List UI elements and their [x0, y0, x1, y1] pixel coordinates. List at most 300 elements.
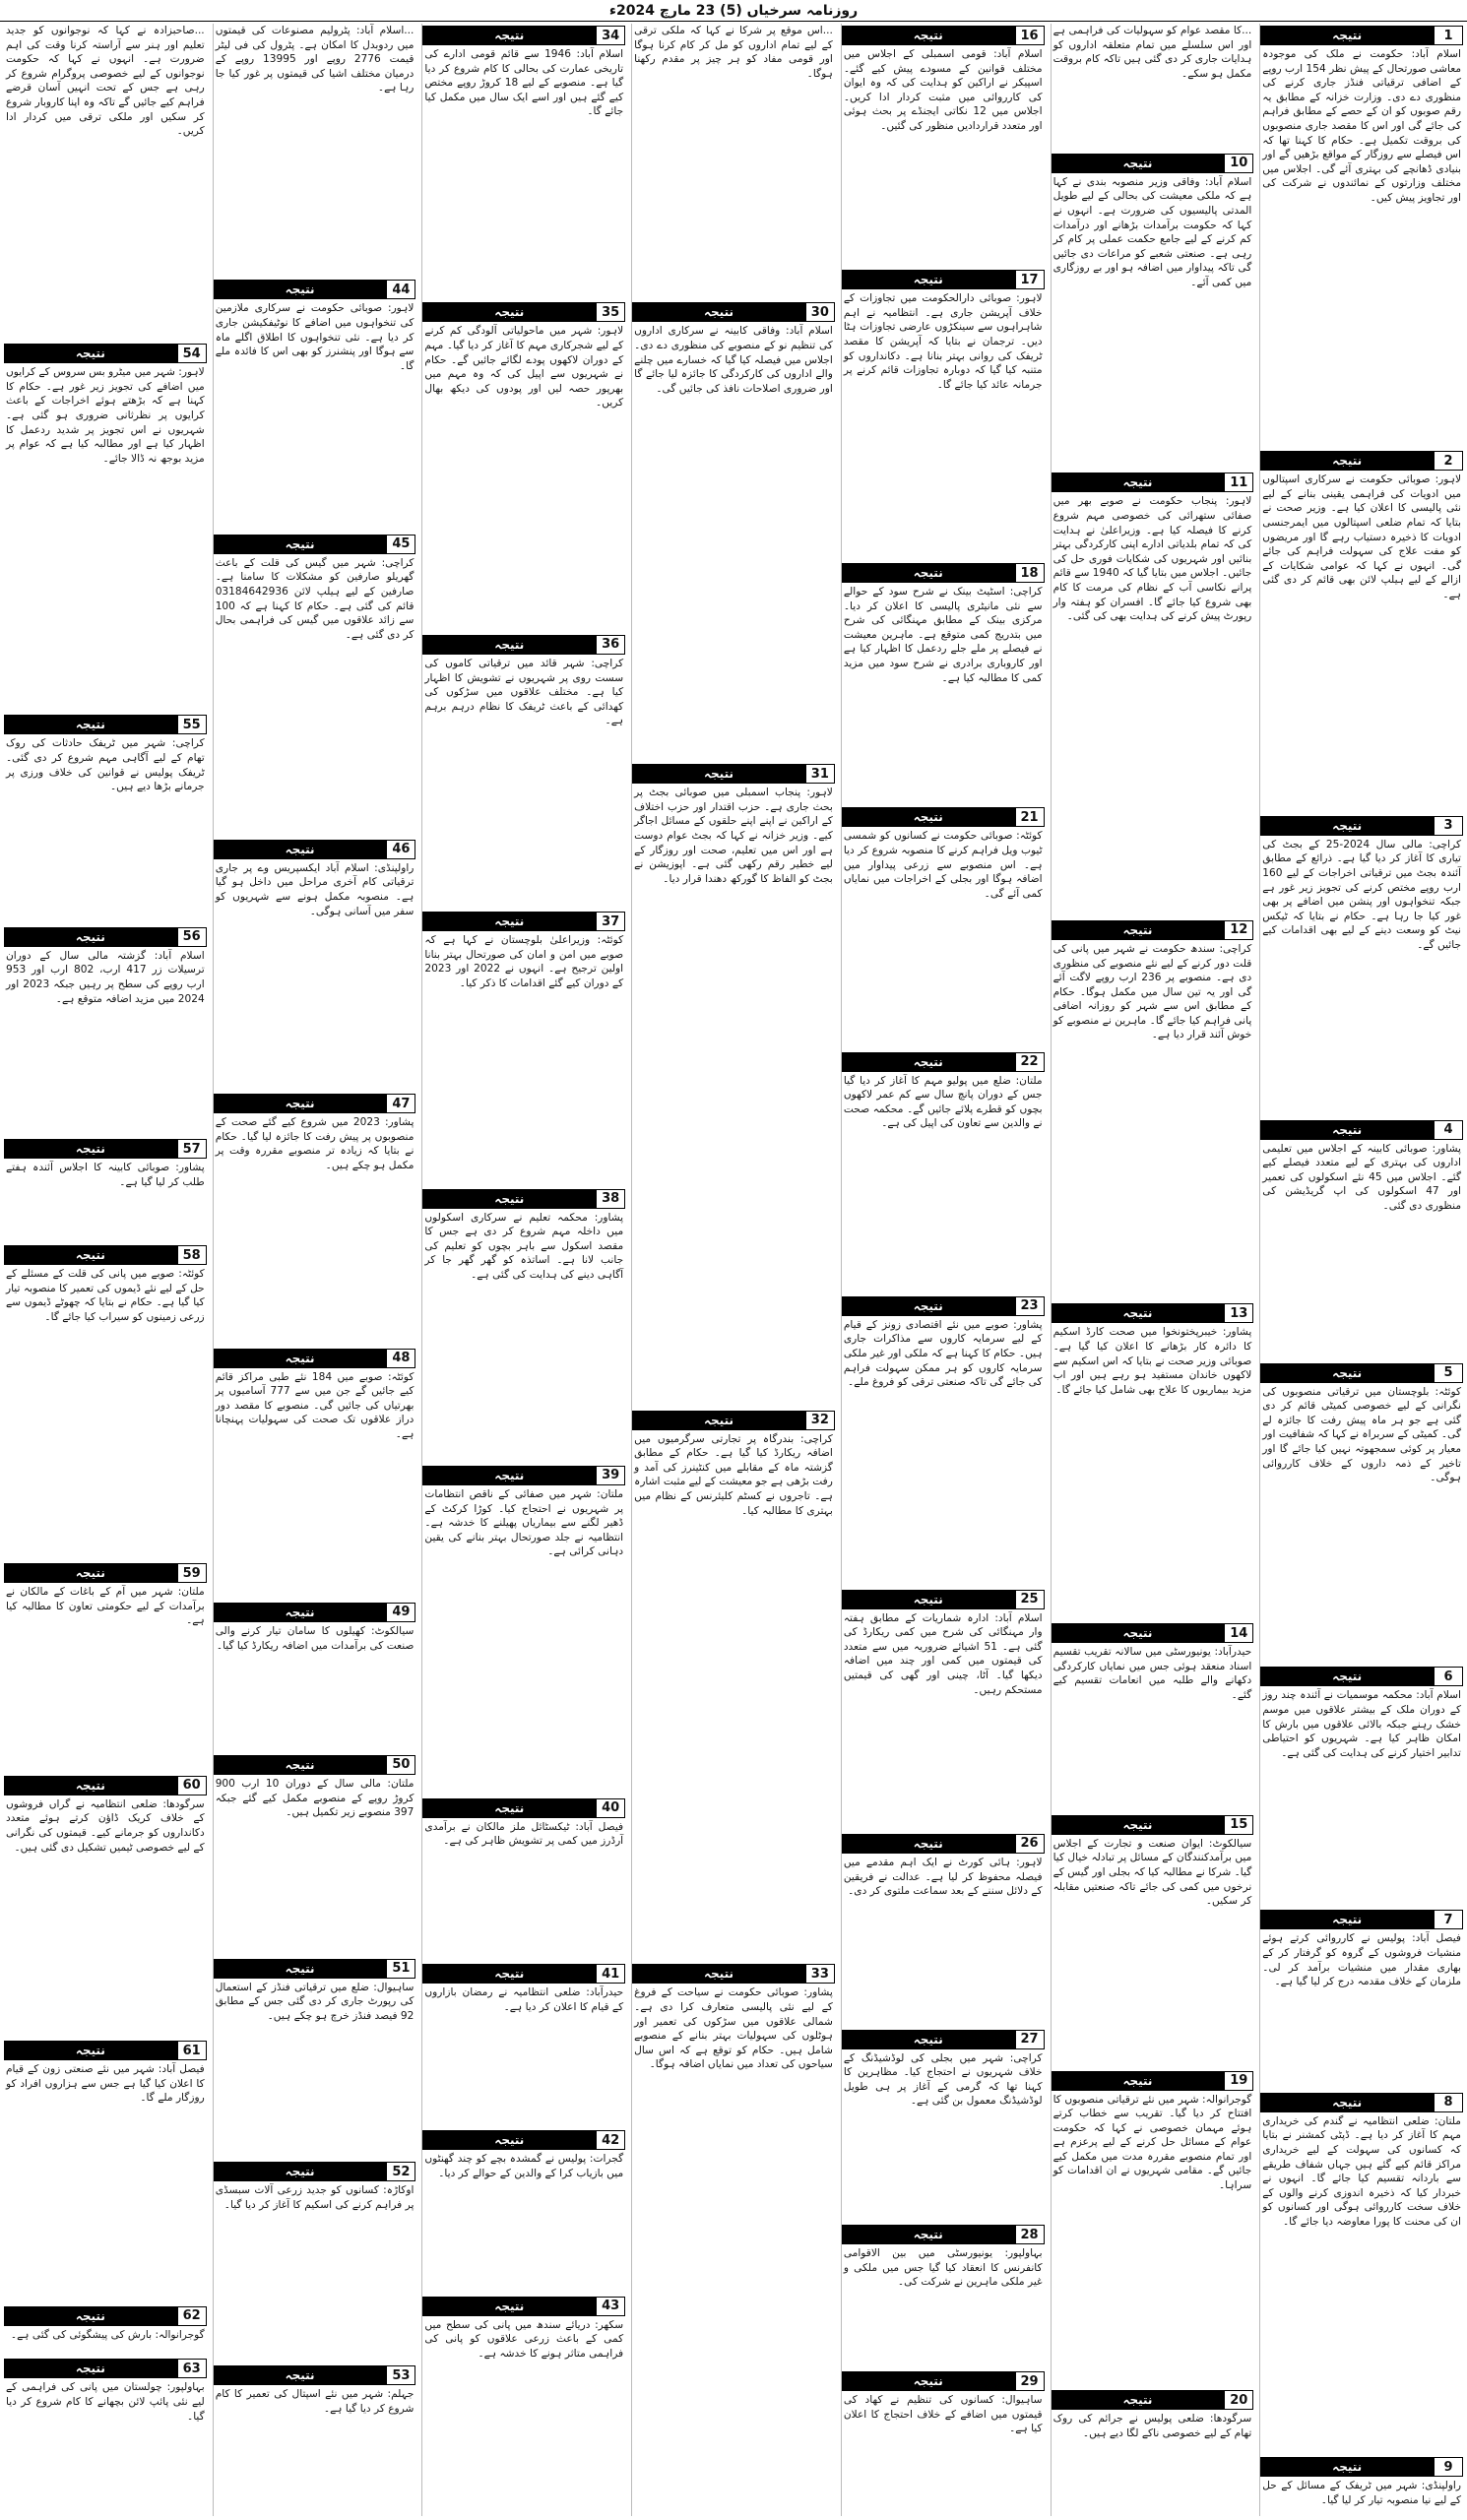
news-item-label-bar: نتیجہ [842, 563, 1015, 583]
news-item-header [422, 1466, 625, 1485]
news-item-header [214, 1094, 416, 1113]
news-item-body: کراچی: شہر میں گیس کی قلت کے باعث گھریلو صارفین کو مشکلات کا سامنا ہے۔ صارفین کے لیے ہیلپ لائن 03184642936 قائم کی گئی ہے۔ حکام کا کہنا ہے کہ 100 سے زائد علاقوں میں گیس کی فراہمی بحال کر دی گئی ہے۔ [215, 556, 415, 641]
news-item-header [842, 26, 1045, 45]
news-item-body: کراچی: شہر میں بجلی کی لوڈشیڈنگ کے خلاف شہریوں نے احتجاج کیا۔ مظاہرین کا کہنا تھا کہ گرمی کے آغاز پر ہی طویل لوڈشیڈنگ معمول بن گئی ہے۔ [843, 2051, 1043, 2108]
news-item-body: گوجرانوالہ: شہر میں نئے ترقیاتی منصوبوں کا افتتاح کر دیا گیا۔ تقریب سے خطاب کرتے ہوئے مہمان خصوصی نے کہا کہ حکومت عوام کے مسائل حل کرنے کے لیے پرعزم ہے اور تمام منصوبے مقررہ مدت میں مکمل کیے جائیں گے۔ مقامی شہریوں نے ان اقدامات کو سراہا۔ [1052, 2093, 1252, 2192]
news-item-header [1052, 920, 1254, 940]
news-item-number: 41 [596, 1964, 625, 1984]
news-item-label-bar: نتیجہ [1052, 472, 1225, 492]
news-item-number: 16 [1015, 26, 1045, 45]
news-item-header [4, 927, 207, 947]
news-item [632, 762, 835, 1408]
news-item-label-bar: نتیجہ [422, 1798, 596, 1818]
news-item-body: لاہور: صوبائی حکومت نے سرکاری اسپتالوں میں ادویات کی فراہمی یقینی بنانے کے لیے نئی پالیسی کا اعلان کیا ہے۔ وزیر صحت نے بتایا کہ تمام ضلعی اسپتالوں میں ایمرجنسی ادویات کا ذخیرہ دستیاب رہے گا اور مریضوں کو مفت علاج کی سہولت فراہم کی جائے گی۔ انہوں نے کہا کہ عوامی شکایات کے ازالے کے لیے ہیلپ لائن بھی قائم کر دی گئی ہے۔ [1262, 473, 1461, 601]
news-item-label-bar: نتیجہ [1260, 26, 1434, 45]
news-item [842, 1588, 1045, 1832]
news-item-body: کوئٹہ: صوبائی حکومت نے کسانوں کو شمسی ٹیوب ویل فراہم کرنے کا منصوبہ شروع کر دیا ہے۔ اس منصوبے سے زرعی پیداوار میں اضافہ ہوگا اور بجلی کے اخراجات میں نمایاں کمی آئے گی۔ [843, 830, 1043, 900]
news-item-body: راولپنڈی: اسلام آباد ایکسپریس وے پر جاری ترقیاتی کام آخری مراحل میں داخل ہو گیا ہے۔ منصوبہ مکمل ہونے سے شہریوں کو سفر میں آسانی ہوگی۔ [215, 861, 415, 917]
news-item-header [4, 715, 207, 734]
news-item [214, 1753, 416, 1957]
news-item-header [842, 807, 1045, 827]
news-item-body: فیصل آباد: شہر میں نئے صنعتی زون کے قیام کا اعلان کیا گیا ہے جس سے ہزاروں افراد کو روزگار ملے گا۔ [5, 2063, 205, 2105]
news-item-header [632, 1411, 835, 1430]
news-item-header [1052, 1303, 1254, 1323]
news-item-body: اسلام آباد: وفاقی وزیر منصوبہ بندی نے کہا ہے کہ ملکی معیشت کی بحالی کے لیے طویل المدتی پالیسیوں کی ضرورت ہے۔ انہوں نے کہا کہ حکومت برآمدات بڑھانے اور درآمدات کم کرنے کے لیے جامع حکمت عملی پر کام کر رہی ہے۔ صنعتی شعبے کو مراعات دی جائیں گی تاکہ پیداوار میں اضافہ ہو اور بے روزگاری میں کمی آئے۔ [1052, 175, 1252, 288]
news-item [1260, 449, 1463, 814]
news-item [632, 24, 835, 300]
news-item-number: 11 [1224, 472, 1253, 492]
news-item-number: 42 [596, 2130, 625, 2150]
news-item-number: 57 [177, 1139, 207, 1159]
news-item-number: 61 [177, 2041, 207, 2060]
news-item-header [842, 2225, 1045, 2244]
news-item-number: 40 [596, 1798, 625, 1818]
news-item [4, 24, 207, 342]
news-item-number: 8 [1434, 2093, 1463, 2112]
news-item [4, 2039, 207, 2303]
news-item-label-bar: نتیجہ [1260, 1910, 1434, 1929]
news-item-body: ...اس موقع پر شرکا نے کہا کہ ملکی ترقی کے لیے تمام اداروں کو مل کر کام کرنا ہوگا اور قومی مفاد کو ہر چیز پر مقدم رکھنا ہوگا۔ [634, 25, 833, 80]
news-item-header [214, 2162, 416, 2181]
news-item-body: کراچی: سندھ حکومت نے شہر میں پانی کی قلت دور کرنے کے لیے نئے منصوبے کی منظوری دی ہے۔ منصوبے پر 236 ارب روپے لاگت آئے گی اور یہ تین سال میں مکمل ہوگا۔ حکام کے مطابق اس سے شہر کو روزانہ اضافی پانی فراہم کیا جائے گا۔ ماہرین نے منصوبے کو خوش آئند قرار دیا ہے۔ [1052, 942, 1252, 1041]
news-item-number: 2 [1434, 451, 1463, 471]
news-item [422, 1464, 625, 1796]
news-item-body: ملتان: ضلعی انتظامیہ نے گندم کی خریداری مہم کا آغاز کر دیا ہے۔ ڈپٹی کمشنر نے بتایا کہ کسانوں کی سہولت کے لیے خریداری مراکز قائم کیے گئے ہیں جہاں شفاف طریقے سے باردانہ تقسیم کیا جائے گا۔ انہوں نے خبردار کیا کہ ذخیرہ اندوزی کرنے والوں کے خلاف سخت کارروائی ہوگی اور کسانوں کو ان کی محنت کا پورا معاوضہ دیا جائے گا۔ [1262, 2114, 1461, 2228]
news-item-header [1260, 2457, 1463, 2477]
news-item [422, 300, 625, 633]
news-item-label-bar: نتیجہ [4, 1245, 177, 1265]
news-item-label-bar: نتیجہ [4, 927, 177, 947]
news-item-header [214, 280, 416, 299]
news-item-label-bar: نتیجہ [1052, 920, 1225, 940]
news-item-label-bar: نتیجہ [4, 2041, 177, 2060]
news-item-header [422, 2130, 625, 2150]
news-item-header [1052, 1815, 1254, 1835]
news-item [842, 2028, 1045, 2224]
news-item-label-bar: نتیجہ [1260, 2457, 1434, 2477]
news-item-label-bar: نتیجہ [842, 26, 1015, 45]
news-item-body: کراچی: شہر میں ٹریفک حادثات کی روک تھام کے لیے آگاہی مہم شروع کر دی گئی۔ ٹریفک پولیس نے قوانین کی خلاف ورزی پر جرمانے بڑھا دیے ہیں۔ [5, 737, 205, 793]
news-item-body: کراچی: اسٹیٹ بینک نے شرح سود کے حوالے سے نئی مانیٹری پالیسی کا اعلان کر دیا۔ مرکزی بینک کے مطابق مہنگائی کی شرح میں بتدریج کمی متوقع ہے۔ ماہرین معیشت نے فیصلے پر ملے جلے ردعمل کا اظہار کیا ہے اور کاروباری برادری نے شرح سود میں مزید کمی کا مطالبہ کیا ہے۔ [843, 586, 1043, 684]
news-item-label-bar: نتیجہ [214, 2162, 387, 2181]
news-item [842, 2223, 1045, 2369]
news-item-body: کوئٹہ: صوبے میں پانی کی قلت کے مسئلے کے حل کے لیے نئے ڈیموں کی تعمیر کا منصوبہ تیار کیا گیا ہے۔ حکام نے بتایا کہ چھوٹے ڈیموں سے زرعی زمینوں کو سیراب کیا جائے گا۔ [5, 1268, 205, 1323]
news-item-label-bar: نتیجہ [422, 26, 596, 45]
news-item-header [214, 1349, 416, 1368]
news-item-number: 44 [386, 280, 415, 299]
news-item [842, 805, 1045, 1049]
news-item-label-bar: نتیجہ [842, 1052, 1015, 1072]
news-item [214, 1347, 416, 1601]
news-item-number: 9 [1434, 2457, 1463, 2477]
news-item [214, 2160, 416, 2363]
news-item-body: اسلام آباد: ادارہ شماریات کے مطابق ہفتہ وار مہنگائی کی شرح میں کمی ریکارڈ کی گئی ہے۔ 51 اشیائے ضروریہ میں سے متعدد کی قیمتوں میں کمی اور چند میں اضافہ دیکھا گیا۔ آٹا، چینی اور گھی کی قیمتیں مستحکم رہیں۔ [843, 1611, 1043, 1696]
masthead-text: روزنامہ سرخیاں (5) 23 مارچ 2024ء [608, 2, 859, 19]
news-item-label-bar: نتیجہ [4, 715, 177, 734]
news-item-number: 50 [386, 1755, 415, 1775]
news-item-label-bar: نتیجہ [1260, 451, 1434, 471]
news-item [422, 2295, 625, 2516]
news-item-label-bar: نتیجہ [4, 2359, 177, 2378]
news-item-header [422, 26, 625, 45]
news-item-number: 23 [1015, 1296, 1045, 1316]
news-item-number: 15 [1224, 1815, 1253, 1835]
news-item [4, 1561, 207, 1773]
news-item-number: 13 [1224, 1303, 1253, 1323]
news-item-header [842, 2030, 1045, 2049]
news-item-body: کوئٹہ: وزیراعلیٰ بلوچستان نے کہا ہے کہ صوبے میں امن و امان کی صورتحال بہتر بنانا اولین ترجیح ہے۔ انہوں نے 2022 اور 2023 کے دوران کیے گئے اقدامات کا ذکر کیا۔ [424, 934, 624, 990]
news-item-body: سکھر: دریائے سندھ میں پانی کی سطح میں کمی کے باعث زرعی علاقوں کو پانی کی فراہمی متاثر ہونے کا خدشہ ہے۔ [424, 2318, 624, 2361]
news-item-label-bar: نتیجہ [422, 635, 596, 655]
news-item-number: 39 [596, 1466, 625, 1485]
news-item [842, 1832, 1045, 2028]
news-item [214, 1601, 416, 1753]
news-item-label-bar: نتیجہ [1052, 2390, 1225, 2410]
news-item-label-bar: نتیجہ [4, 2306, 177, 2326]
news-item-body: بہاولپور: یونیورسٹی میں بین الاقوامی کانفرنس کا انعقاد کیا گیا جس میں ملکی و غیر ملکی ماہرین نے شرکت کی۔ [843, 2247, 1043, 2289]
news-item [1260, 1361, 1463, 1666]
news-item-header [422, 1798, 625, 1818]
news-item-label-bar: نتیجہ [4, 1139, 177, 1159]
news-item-number: 59 [177, 1563, 207, 1583]
newspaper-masthead [0, 0, 1467, 22]
news-item [422, 1962, 625, 2128]
news-item-body: اسلام آباد: قومی اسمبلی کے اجلاس میں مختلف قوانین کے مسودے پیش کیے گئے۔ اسپیکر نے اراکین کو ہدایت کی کہ وہ ایوان کی کارروائی میں مثبت کردار ادا کریں۔ اجلاس میں 12 نکاتی ایجنڈے پر بحث ہوئی اور متعدد قراردادیں منظور کی گئیں۔ [843, 48, 1043, 132]
news-item [1260, 1118, 1463, 1361]
news-item-label-bar: نتیجہ [214, 1603, 387, 1622]
news-item [422, 24, 625, 300]
news-item-label-bar: نتیجہ [842, 2225, 1015, 2244]
news-item-label-bar: نتیجہ [4, 1563, 177, 1583]
news-item [422, 633, 625, 910]
news-item-number: 3 [1434, 816, 1463, 836]
news-item-header [1052, 154, 1254, 173]
news-item-body: کراچی: بندرگاہ پر تجارتی سرگرمیوں میں اضافہ ریکارڈ کیا گیا ہے۔ حکام کے مطابق گزشتہ ماہ کے مقابلے میں کنٹینرز کی آمد و رفت بڑھی ہے جو معیشت کے لیے مثبت اشارہ ہے۔ تاجروں نے کسٹم کلیئرنس کے نظام میں بہتری کا مطالبہ کیا۔ [634, 1432, 833, 1517]
news-item-body: کراچی: مالی سال 2024-25 کے بجٹ کی تیاری کا آغاز کر دیا گیا ہے۔ ذرائع کے مطابق آئندہ بجٹ میں ترقیاتی اخراجات کے لیے 160 ارب روپے مختص کرنے کی تجویز زیر غور ہے جبکہ تنخواہوں اور پنشن میں اضافے پر بھی غور کیا جا رہا ہے۔ حکام نے بتایا کہ ٹیکس نیٹ کو وسعت دینے کے لیے بھی اقدامات کیے جائیں گے۔ [1262, 838, 1461, 951]
news-item-header [842, 1590, 1045, 1609]
news-item-number: 12 [1224, 920, 1253, 940]
news-item-label-bar: نتیجہ [422, 2297, 596, 2316]
news-item-body: ملتان: شہر میں صفائی کے ناقص انتظامات پر شہریوں نے احتجاج کیا۔ کوڑا کرکٹ کے ڈھیر لگنے سے بیماریاں پھیلنے کا خدشہ ہے۔ انتظامیہ نے جلد صورتحال بہتر بنانے کی یقین دہانی کرائی ہے۔ [424, 1487, 624, 1558]
news-item [842, 1050, 1045, 1294]
news-item-label-bar: نتیجہ [632, 302, 805, 322]
news-item-header [422, 2297, 625, 2316]
news-item-number: 34 [596, 26, 625, 45]
news-column [213, 24, 416, 2516]
news-item-header [4, 1563, 207, 1583]
news-item-header [1052, 2390, 1254, 2410]
news-item-label-bar: نتیجہ [214, 1349, 387, 1368]
news-item-number: 38 [596, 1189, 625, 1209]
news-item-number: 6 [1434, 1667, 1463, 1686]
news-item-body: پشاور: 2023 میں شروع کیے گئے صحت کے منصوبوں پر پیش رفت کا جائزہ لیا گیا۔ حکام نے بتایا کہ زیادہ تر منصوبے مقررہ وقت پر مکمل ہو چکے ہیں۔ [215, 1116, 415, 1171]
news-item-body: لاہور: شہر میں میٹرو بس سروس کے کرایوں میں اضافے کی تجویز زیر غور ہے۔ حکام کا کہنا ہے کہ بڑھتے ہوئے اخراجات کے باعث کرایوں پر نظرثانی ضروری ہو گئی ہے۔ شہریوں نے اس تجویز پر شدید ردعمل کا اظہار کیا ہے اور مطالبہ کیا ہے کہ عوام پر مزید بوجھ نہ ڈالا جائے۔ [5, 366, 205, 465]
news-item-number: 32 [805, 1411, 835, 1430]
news-item-header [4, 1139, 207, 1159]
news-item [4, 925, 207, 1137]
news-item-label-bar: نتیجہ [422, 2130, 596, 2150]
news-column [1051, 24, 1254, 2516]
news-item [1052, 1621, 1254, 1813]
news-item [842, 561, 1045, 805]
news-item-label-bar: نتیجہ [1260, 1667, 1434, 1686]
news-item [1052, 1813, 1254, 2069]
news-item-number: 33 [805, 1964, 835, 1984]
news-item-number: 7 [1434, 1910, 1463, 1929]
news-item-body: حیدرآباد: ضلعی انتظامیہ نے رمضان بازاروں کے قیام کا اعلان کر دیا ہے۔ [424, 1986, 624, 2013]
news-item [842, 24, 1045, 268]
news-item [1052, 152, 1254, 472]
news-item-number: 52 [386, 2162, 415, 2181]
news-item-header [1260, 2093, 1463, 2112]
news-item [842, 2369, 1045, 2516]
news-item-body: پشاور: صوبائی حکومت نے سیاحت کے فروغ کے لیے نئی پالیسی متعارف کرا دی ہے۔ شمالی علاقوں میں سڑکوں کی تعمیر اور ہوٹلوں کی سہولیات بہتر بنانے کے منصوبے شامل ہیں۔ حکام کو توقع ہے کہ اس سال سیاحوں کی تعداد میں نمایاں اضافہ ہوگا۔ [634, 1986, 833, 2071]
news-item-label-bar: نتیجہ [842, 1834, 1015, 1854]
news-item-header [842, 563, 1045, 583]
news-item-number: 19 [1224, 2071, 1253, 2091]
news-item-body: گجرات: پولیس نے گمشدہ بچے کو چند گھنٹوں میں بازیاب کرا کے والدین کے حوالے کر دیا۔ [424, 2153, 624, 2179]
news-item [632, 1409, 835, 1963]
news-item-body: لاہور: ہائی کورٹ نے ایک اہم مقدمے میں فیصلہ محفوظ کر لیا ہے۔ عدالت نے فریقین کے دلائل سننے کے بعد سماعت ملتوی کر دی۔ [843, 1856, 1043, 1898]
news-item-number: 28 [1015, 2225, 1045, 2244]
news-item-body: ملتان: شہر میں آم کے باغات کے مالکان نے برآمدات کے لیے حکومتی تعاون کا مطالبہ کیا ہے۔ [5, 1586, 205, 1627]
news-item [214, 24, 416, 278]
news-item-body: ملتان: مالی سال کے دوران 10 ارب 900 کروڑ روپے کے منصوبے مکمل کیے گئے جبکہ 397 منصوبے زیر تکمیل ہیں۔ [215, 1777, 415, 1819]
news-item-number: 35 [596, 302, 625, 322]
news-item-body: ...کا مقصد عوام کو سہولیات کی فراہمی ہے اور اس سلسلے میں تمام متعلقہ اداروں کو ہدایات جاری کر دی گئی ہیں تاکہ کام بروقت مکمل ہو سکے۔ [1052, 25, 1252, 80]
news-item-number: 14 [1224, 1623, 1253, 1643]
news-item-body: بہاولپور: چولستان میں پانی کی فراہمی کے لیے نئی پائپ لائن بچھانے کا کام شروع کر دیا گیا۔ [5, 2381, 205, 2423]
news-item-header [214, 535, 416, 554]
news-item [4, 2357, 207, 2516]
news-item-number: 62 [177, 2306, 207, 2326]
news-item-header [4, 344, 207, 363]
news-item-number: 31 [805, 764, 835, 784]
news-item-label-bar: نتیجہ [214, 1094, 387, 1113]
news-item-label-bar: نتیجہ [214, 1959, 387, 1979]
news-item-number: 29 [1015, 2371, 1045, 2391]
news-item-number: 51 [386, 1959, 415, 1979]
news-item-label-bar: نتیجہ [632, 1411, 805, 1430]
news-item-number: 54 [177, 344, 207, 363]
news-item-body: ...صاحبزادہ نے کہا کہ نوجوانوں کو جدید تعلیم اور ہنر سے آراستہ کرنا وقت کی اہم ضرورت ہے۔ انہوں نے کہا کہ حکومت نوجوانوں کے لیے خصوصی پروگرام شروع کر رہی ہے جس کے تحت انہیں آسان قرضے فراہم کیے جائیں گے تاکہ وہ اپنا کاروبار شروع کر سکیں اور ملکی ترقی میں کردار ادا کریں۔ [5, 25, 205, 138]
news-item [1052, 471, 1254, 917]
news-item-number: 63 [177, 2359, 207, 2378]
news-item [422, 2128, 625, 2295]
news-item-header [422, 302, 625, 322]
news-item-header [4, 1776, 207, 1796]
news-item-label-bar: نتیجہ [1260, 2093, 1434, 2112]
news-item-header [1052, 1623, 1254, 1643]
news-item-body: پشاور: صوبائی کابینہ کا اجلاس آئندہ ہفتے طلب کر لیا گیا ہے۔ [5, 1162, 205, 1188]
news-item-header [632, 764, 835, 784]
news-item [1052, 2069, 1254, 2389]
news-item-body: اوکاڑہ: کسانوں کو جدید زرعی آلات سبسڈی پر فراہم کرنے کی اسکیم کا آغاز کر دیا گیا۔ [215, 2184, 415, 2211]
news-item-number: 21 [1015, 807, 1045, 827]
news-item [422, 1796, 625, 1963]
news-item-body: ساہیوال: ضلع میں ترقیاتی فنڈز کے استعمال کی رپورٹ جاری کر دی گئی جس کے مطابق 92 فیصد فنڈز خرچ ہو چکے ہیں۔ [215, 1981, 415, 2022]
news-item-label-bar: نتیجہ [1052, 2071, 1225, 2091]
news-item-label-bar: نتیجہ [214, 1755, 387, 1775]
news-item-header [214, 1959, 416, 1979]
news-item [1260, 1908, 1463, 2090]
news-item [214, 838, 416, 1092]
news-item [632, 300, 835, 762]
news-item-header [1052, 2071, 1254, 2091]
news-item-number: 20 [1224, 2390, 1253, 2410]
news-item-number: 27 [1015, 2030, 1045, 2049]
news-item-number: 47 [386, 1094, 415, 1113]
news-item [4, 1243, 207, 1561]
news-item-number: 1 [1434, 26, 1463, 45]
news-item-label-bar: نتیجہ [1260, 816, 1434, 836]
news-item-header [214, 1603, 416, 1622]
news-item-body: سیالکوٹ: کھیلوں کا سامان تیار کرنے والی صنعت کی برآمدات میں اضافہ ریکارڈ کیا گیا۔ [215, 1624, 415, 1652]
news-column [631, 24, 835, 2516]
news-item [1052, 2388, 1254, 2516]
news-item-number: 60 [177, 1776, 207, 1796]
news-item-header [1260, 451, 1463, 471]
news-item [214, 1957, 416, 2161]
news-item-body: لاہور: صوبائی حکومت نے سرکاری ملازمین کی تنخواہوں میں اضافے کا نوٹیفکیشن جاری کر دیا ہے۔ نئی تنخواہوں کا اطلاق اگلے ماہ سے ہوگا اور پنشنرز کو بھی اس کا فائدہ ملے گا۔ [215, 302, 415, 372]
news-item-label-bar: نتیجہ [632, 1964, 805, 1984]
news-item-number: 18 [1015, 563, 1045, 583]
news-item [1260, 1665, 1463, 1908]
news-item-body: سیالکوٹ: ایوان صنعت و تجارت کے اجلاس میں برآمدکنندگان کے مسائل پر تبادلہ خیال کیا گیا۔ شرکا نے مطالبہ کیا کہ بجلی اور گیس کے نرخوں میں کمی کی جائے تاکہ صنعتیں مقابلہ کر سکیں۔ [1052, 1837, 1252, 1908]
news-item-header [422, 635, 625, 655]
news-item-header [422, 1189, 625, 1209]
news-item-body: سرگودھا: ضلعی پولیس نے جرائم کی روک تھام کے لیے خصوصی ناکے لگا دیے ہیں۔ [1052, 2413, 1252, 2439]
news-item-label-bar: نتیجہ [422, 1964, 596, 1984]
news-item-header [1260, 1120, 1463, 1140]
news-item-label-bar: نتیجہ [842, 1590, 1015, 1609]
news-item-header [1260, 1910, 1463, 1929]
news-item-label-bar: نتیجہ [842, 2030, 1015, 2049]
news-item-number: 5 [1434, 1363, 1463, 1383]
news-item [842, 1294, 1045, 1588]
news-item-label-bar: نتیجہ [422, 912, 596, 931]
news-item-number: 45 [386, 535, 415, 554]
news-item-label-bar: نتیجہ [842, 270, 1015, 289]
news-item-header [842, 2371, 1045, 2391]
news-item-number: 4 [1434, 1120, 1463, 1140]
news-item-body: جہلم: شہر میں نئے اسپتال کی تعمیر کا کام شروع کر دیا گیا ہے۔ [215, 2388, 415, 2415]
news-item [1052, 24, 1254, 152]
news-item-body: پشاور: صوبائی کابینہ کے اجلاس میں تعلیمی اداروں کی بہتری کے لیے متعدد فیصلے کیے گئے۔ اجلاس میں 45 نئے اسکولوں کی تعمیر اور 47 اسکولوں کی اپ گریڈیشن کی منظوری دی گئی۔ [1262, 1142, 1462, 1212]
news-item [4, 713, 207, 924]
news-item-number: 25 [1015, 1590, 1045, 1609]
news-item-label-bar: نتیجہ [632, 764, 805, 784]
news-item-body: ساہیوال: کسانوں کی تنظیم نے کھاد کی قیمتوں میں اضافے کے خلاف احتجاج کا اعلان کیا ہے۔ [843, 2394, 1043, 2435]
news-item-number: 30 [805, 302, 835, 322]
news-item-body: اسلام آباد: محکمہ موسمیات نے آئندہ چند روز کے دوران ملک کے بیشتر علاقوں میں موسم خشک رہنے جبکہ بالائی علاقوں میں بارش کا امکان ظاہر کیا ہے۔ شہریوں کو احتیاطی تدابیر اختیار کرنے کی ہدایت کی گئی ہے۔ [1262, 1689, 1461, 1759]
news-item-label-bar: نتیجہ [422, 1189, 596, 1209]
news-item [422, 1187, 625, 1464]
news-item-label-bar: نتیجہ [1052, 1815, 1225, 1835]
news-item [422, 910, 625, 1186]
news-item-header [1260, 1667, 1463, 1686]
news-column [421, 24, 625, 2516]
news-item-header [842, 270, 1045, 289]
news-item-label-bar: نتیجہ [842, 1296, 1015, 1316]
news-item-header [842, 1052, 1045, 1072]
news-item-body: لاہور: پنجاب اسمبلی میں صوبائی بجٹ پر بحث جاری ہے۔ حزب اقتدار اور حزب اختلاف کے اراکین نے اپنے اپنے حلقوں کے مسائل اجاگر کیے۔ وزیر خزانہ نے کہا کہ بجٹ عوام دوست ہے اور اس میں تعلیم، صحت اور روزگار کے لیے خطیر رقم رکھی گئی ہے۔ اپوزیشن نے بجٹ کو الفاظ کا گورکھ دھندا قرار دیا۔ [634, 787, 833, 885]
news-item-label-bar: نتیجہ [214, 840, 387, 859]
news-item-body: پشاور: محکمہ تعلیم نے سرکاری اسکولوں میں داخلہ مہم شروع کر دی ہے جس کا مقصد اسکول سے باہر بچوں کو تعلیم کی جانب لانا ہے۔ اساتذہ کو گھر گھر جا کر آگاہی دینے کی ہدایت کی گئی ہے۔ [424, 1211, 624, 1281]
news-item-number: 22 [1015, 1052, 1045, 1072]
news-item-number: 53 [386, 2365, 415, 2385]
news-item [1052, 1301, 1254, 1621]
news-item [214, 1092, 416, 1346]
news-item-header [1260, 816, 1463, 836]
news-item-body: اسلام آباد: 1946 سے قائم قومی ادارے کی تاریخی عمارت کی بحالی کا کام شروع کر دیا گیا ہے۔ منصوبے کے لیے 18 کروڑ روپے مختص کیے گئے ہیں اور اسے ایک سال میں مکمل کیا جائے گا۔ [424, 48, 624, 118]
news-item-body: فیصل آباد: پولیس نے کارروائی کرتے ہوئے منشیات فروشوں کے گروہ کو گرفتار کر کے بھاری مقدار میں منشیات برآمد کر لی۔ ملزمان کے خلاف مقدمہ درج کر لیا گیا ہے۔ [1262, 1932, 1461, 1988]
news-item-header [4, 1245, 207, 1265]
news-item [1260, 2091, 1463, 2456]
news-item-header [1260, 1363, 1463, 1383]
news-item-number: 17 [1015, 270, 1045, 289]
news-column [4, 24, 207, 2516]
news-item-header [632, 302, 835, 322]
news-item-header [632, 1964, 835, 1984]
news-item-label-bar: نتیجہ [214, 535, 387, 554]
news-item-label-bar: نتیجہ [422, 1466, 596, 1485]
news-item-body: پشاور: خیبرپختونخوا میں صحت کارڈ اسکیم کا دائرہ کار بڑھانے کا اعلان کیا گیا ہے۔ صوبائی وزیر صحت نے بتایا کہ اس اسکیم سے لاکھوں خاندان مستفید ہو رہے ہیں اور اب مزید بیماریوں کا علاج بھی شامل کیا جائے گا۔ [1052, 1326, 1252, 1396]
news-item-body: کوئٹہ: صوبے میں 184 نئے طبی مراکز قائم کیے جائیں گے جن میں سے 777 آسامیوں پر بھرتیاں کی جائیں گی۔ منصوبے کا مقصد دور دراز علاقوں تک صحت کی سہولیات پہنچانا ہے۔ [215, 1370, 415, 1440]
news-column [841, 24, 1045, 2516]
news-item-label-bar: نتیجہ [1052, 1303, 1225, 1323]
news-item-header [1052, 472, 1254, 492]
news-item-body: لاہور: پنجاب حکومت نے صوبے بھر میں صفائی ستھرائی کی خصوصی مہم شروع کرنے کا فیصلہ کیا ہے۔ وزیراعلیٰ نے ہدایت کی کہ تمام بلدیاتی ادارے اپنی کارکردگی بہتر بنائیں اور شہریوں کی شکایات فوری حل کی جائیں۔ اجلاس میں بتایا گیا کہ 1940 سے قائم پرانے نکاسی آب کے نظام کی مرمت کا کام بھی شروع کیا جائے گا۔ افسران کو ہفتہ وار رپورٹ پیش کرنے کی ہدایت بھی کی گئی۔ [1052, 495, 1252, 623]
news-item-label-bar: نتیجہ [4, 344, 177, 363]
news-item-label-bar: نتیجہ [1052, 154, 1225, 173]
news-item [214, 278, 416, 532]
news-item-label-bar: نتیجہ [842, 807, 1015, 827]
news-item-label-bar: نتیجہ [1052, 1623, 1225, 1643]
news-item-number: 46 [386, 840, 415, 859]
news-item-number: 49 [386, 1603, 415, 1622]
news-item-number: 58 [177, 1245, 207, 1265]
news-item-body: راولپنڈی: شہر میں ٹریفک کے مسائل کے حل کے لیے نیا منصوبہ تیار کر لیا گیا۔ [1262, 2480, 1461, 2506]
news-item [1260, 814, 1463, 1118]
news-item-header [422, 912, 625, 931]
news-item-header [4, 2041, 207, 2060]
news-item-label-bar: نتیجہ [4, 1776, 177, 1796]
news-item-body: پشاور: صوبے میں نئے اقتصادی زونز کے قیام کے لیے سرمایہ کاروں سے مذاکرات جاری ہیں۔ حکام کا کہنا ہے کہ ملکی اور غیر ملکی سرمایہ کاروں کو ہر ممکن سہولت فراہم کی جائے گی تاکہ صنعتی ترقی کو فروغ ملے۔ [843, 1318, 1043, 1389]
news-item-number: 36 [596, 635, 625, 655]
news-item-label-bar: نتیجہ [1260, 1120, 1434, 1140]
news-item-body: لاہور: صوبائی دارالحکومت میں تجاوزات کے خلاف آپریشن جاری ہے۔ انتظامیہ نے اہم شاہراہوں سے سینکڑوں عارضی تجاوزات ہٹا دیں۔ ترجمان نے بتایا کہ آپریشن کا مقصد ٹریفک کی روانی بہتر بنانا ہے۔ دکانداروں کو متنبہ کیا گیا کہ دوبارہ تجاوزات قائم کرنے پر جرمانہ عائد کیا جائے گا۔ [843, 292, 1043, 391]
news-item [4, 2304, 207, 2358]
news-item-body: اسلام آباد: حکومت نے ملک کی موجودہ معاشی صورتحال کے پیش نظر 154 ارب روپے کے اضافی ترقیاتی فنڈز جاری کرنے کی منظوری دے دی۔ وزارت خزانہ کے مطابق یہ رقم صوبوں کو ان کے حصے کے مطابق فراہم کی جائے گی اور اس کا مقصد جاری منصوبوں کی بروقت تکمیل ہے۔ حکام کا کہنا تھا کہ اس فیصلے سے روزگار کے مواقع بڑھیں گے اور بنیادی ڈھانچے کی بہتری آئے گی۔ اجلاس میں مختلف وزارتوں کے نمائندوں نے شرکت کی اور تجاویز پیش کیں۔ [1262, 48, 1461, 204]
news-item-header [422, 1964, 625, 1984]
news-item-body: کوئٹہ: بلوچستان میں ترقیاتی منصوبوں کی نگرانی کے لیے خصوصی کمیٹی قائم کر دی گئی ہے جو ہر ماہ پیش رفت کا جائزہ لے گی۔ کمیٹی کے سربراہ نے کہا کہ شفافیت اور معیار پر کوئی سمجھوتہ نہیں کیا جائے گا اور تاخیر کے ذمہ داروں کے خلاف کارروائی ہوگی۔ [1262, 1385, 1461, 1484]
news-item-label-bar: نتیجہ [214, 280, 387, 299]
news-item-body: گوجرانوالہ: بارش کی پیشگوئی کی گئی ہے۔ [10, 2328, 205, 2341]
news-item-header [1260, 26, 1463, 45]
news-item-body: حیدرآباد: یونیورسٹی میں سالانہ تقریب تقسیم اسناد منعقد ہوئی جس میں نمایاں کارکردگی دکھانے والے طلبہ میں انعامات تقسیم کیے گئے۔ [1052, 1646, 1252, 1701]
news-item-header [214, 1755, 416, 1775]
news-item [1260, 24, 1463, 449]
news-item-label-bar: نتیجہ [842, 2371, 1015, 2391]
news-item [1260, 2455, 1463, 2516]
news-item-header [4, 2306, 207, 2326]
news-item [1052, 918, 1254, 1302]
news-item-label-bar: نتیجہ [1260, 1363, 1434, 1383]
news-item-body: ...اسلام آباد: پٹرولیم مصنوعات کی قیمتوں میں ردوبدل کا امکان ہے۔ پٹرول کی فی لیٹر قیمت 2776 روپے اور 13995 روپے کے درمیان مختلف اشیا کی قیمتوں پر غور کیا جا رہا ہے۔ [215, 25, 415, 94]
news-item-header [842, 1296, 1045, 1316]
news-item-body: کراچی: شہر قائد میں ترقیاتی کاموں کی سست روی پر شہریوں نے تشویش کا اظہار کیا ہے۔ مختلف علاقوں میں سڑکوں کی کھدائی کے باعث ٹریفک کا نظام درہم برہم ہے۔ [424, 657, 624, 727]
